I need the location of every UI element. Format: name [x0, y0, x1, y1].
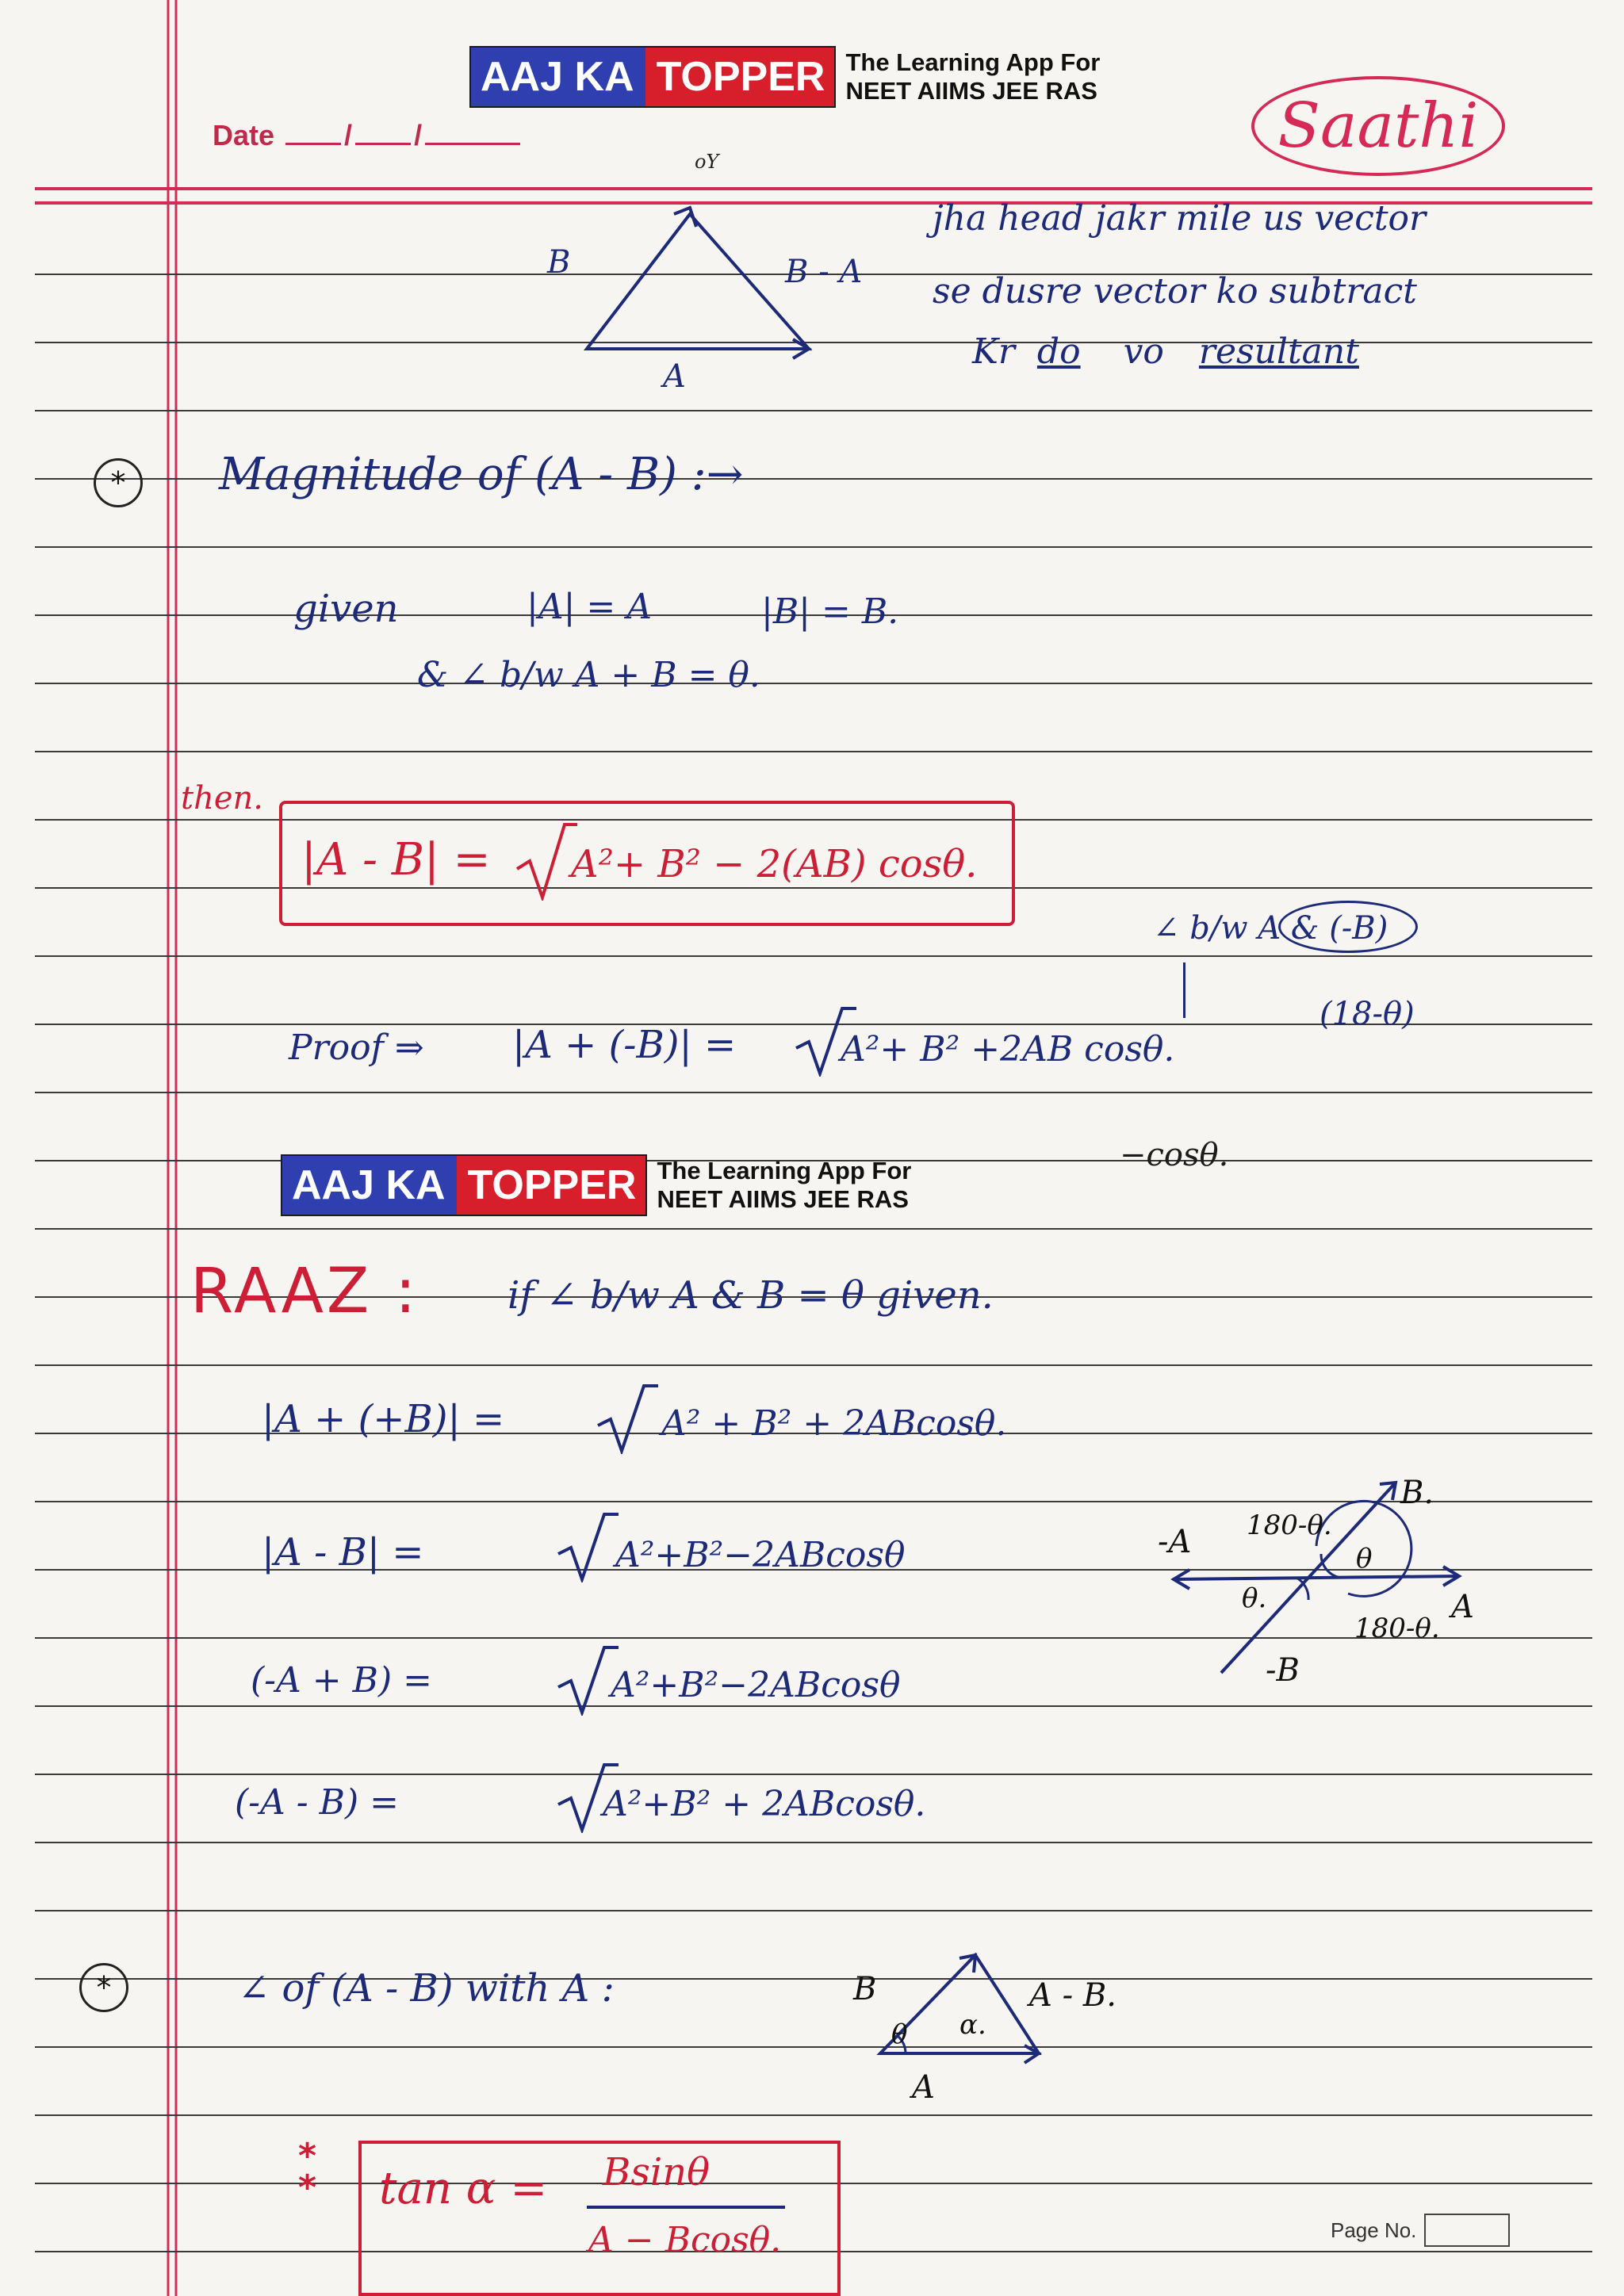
brand-aaj-text-middle: AAJ KA — [282, 1156, 457, 1215]
tan-denominator: A − Bcosθ. — [588, 2220, 782, 2260]
fig-label-A: A — [1451, 1589, 1474, 1625]
vector-cross-diagram — [1158, 1459, 1491, 1697]
brand-tagline — [845, 48, 1100, 105]
date-blank-year — [425, 143, 520, 145]
diagram-label-B: B — [547, 244, 571, 281]
tri-label-B: B — [853, 1971, 877, 2007]
eq2-rhs: A²+B²−2ABcosθ — [615, 1535, 906, 1575]
page-no-label: Page No. — [1331, 2218, 1417, 2242]
then-label: then. — [181, 780, 263, 817]
eq3-lhs: (-A + B) = — [251, 1660, 433, 1701]
brand-logo — [469, 46, 836, 108]
diagram-label-A: A — [663, 358, 686, 395]
given-label: given — [293, 587, 399, 631]
eq1-sqrt-icon — [595, 1383, 658, 1454]
saathi-logo: Saathi — [1251, 76, 1505, 176]
note-kr — [972, 331, 1359, 372]
proof-rhs: A²+ B² +2AB cosθ. — [841, 1029, 1175, 1070]
raaz-text: if ∠ b/w A & B = θ given. — [508, 1273, 994, 1318]
date-field: Date / / — [213, 119, 523, 152]
magnitude-heading: Magnitude of (A - B) :→ — [219, 449, 744, 500]
date-label: Date — [213, 119, 275, 151]
star-bullet-icon-2: * — [79, 1963, 128, 2012]
proof-lhs: |A + (-B)| = — [512, 1023, 737, 1067]
given-magnitude-B: |B| = B. — [761, 591, 899, 632]
tagline-middle-line1: The Learning App For — [657, 1157, 912, 1184]
page-number-field — [1331, 2214, 1510, 2247]
eq1-lhs: |A + (+B)| = — [262, 1397, 505, 1441]
fig-label-neg-A: -A — [1158, 1524, 1192, 1560]
raaz-label: RAAZ : — [190, 1256, 419, 1327]
eq4-rhs: A²+B² + 2ABcosθ. — [603, 1784, 926, 1824]
date-blank-day — [285, 143, 341, 145]
tagline-middle-line2: NEET AIIMS JEE RAS — [657, 1185, 909, 1213]
angle-note-circle — [1278, 901, 1418, 953]
star-bullet-icon: * — [94, 458, 143, 507]
fig-theta-1: θ — [1356, 1543, 1373, 1575]
angle-heading: ∠ of (A - B) with A : — [238, 1966, 615, 2011]
fig-180-a: 180-θ. — [1247, 1510, 1332, 1541]
brand-topper-text: TOPPER — [645, 48, 835, 106]
eq2-sqrt-icon — [555, 1511, 619, 1582]
eq3-rhs: A²+B²−2ABcosθ — [611, 1665, 901, 1705]
tri-alpha: α. — [959, 2009, 986, 2041]
brand-topper-text-middle: TOPPER — [457, 1156, 646, 1215]
brand-banner-top — [469, 46, 1100, 108]
eq4-lhs: (-A - B) = — [235, 1782, 400, 1823]
neg-cos-note: −cosθ. — [1120, 1137, 1229, 1173]
brand-tagline-middle — [657, 1157, 911, 1214]
brand-banner-middle — [281, 1154, 911, 1216]
tan-numerator: Bsinθ — [603, 2150, 710, 2195]
angle-value: (18-θ) — [1320, 996, 1415, 1032]
note-do-text: do — [1036, 331, 1081, 372]
note-line1: jha head jakr mile us vector — [933, 198, 1427, 239]
tagline-line1: The Learning App For — [845, 48, 1101, 76]
brand-logo-middle — [281, 1154, 647, 1216]
page-no-box — [1424, 2214, 1510, 2247]
note-vo-text: vo — [1123, 331, 1164, 372]
tagline-line2: NEET AIIMS JEE RAS — [845, 77, 1097, 105]
angle-note: ∠ b/w A & (-B) — [1153, 910, 1388, 947]
formula-rhs: A²+ B² − 2(AB) cosθ. — [571, 842, 978, 886]
fig-180-b: 180-θ. — [1354, 1613, 1440, 1644]
tri-label-A-minus-B: A - B. — [1029, 1977, 1116, 2014]
tan-lhs: tan α = — [379, 2163, 548, 2214]
eq2-lhs: |A - B| = — [262, 1530, 424, 1575]
note-kr-text: Kr — [972, 331, 1015, 372]
tan-fraction-bar — [587, 2206, 785, 2209]
eq3-sqrt-icon — [555, 1644, 619, 1716]
tri-label-A: A — [912, 2069, 935, 2106]
given-angle: & ∠ b/w A + B = θ. — [417, 655, 760, 695]
date-blank-month — [355, 143, 411, 145]
tri-theta: θ — [891, 2019, 908, 2050]
red-stars: * * — [298, 2136, 317, 2208]
note-resultant-text: resultant — [1198, 331, 1359, 372]
fig-theta-2: θ. — [1242, 1582, 1267, 1614]
eq1-rhs: A² + B² + 2ABcosθ. — [661, 1403, 1007, 1444]
angle-arrow-line — [1183, 962, 1185, 1018]
proof-label: Proof ⇒ — [289, 1027, 424, 1068]
diagram-label-top: oY — [695, 151, 719, 173]
fig-label-B: B. — [1400, 1475, 1434, 1511]
sqrt-icon — [514, 821, 577, 901]
note-line2: se dusre vector ko subtract — [933, 271, 1417, 312]
fig-label-neg-B: -B — [1266, 1652, 1300, 1689]
formula-lhs: |A - B| = — [301, 834, 491, 886]
brand-aaj-text: AAJ KA — [471, 48, 645, 106]
diagram-label-B-minus-A: B - A — [785, 254, 863, 290]
given-magnitude-A: |A| = A — [527, 587, 653, 627]
